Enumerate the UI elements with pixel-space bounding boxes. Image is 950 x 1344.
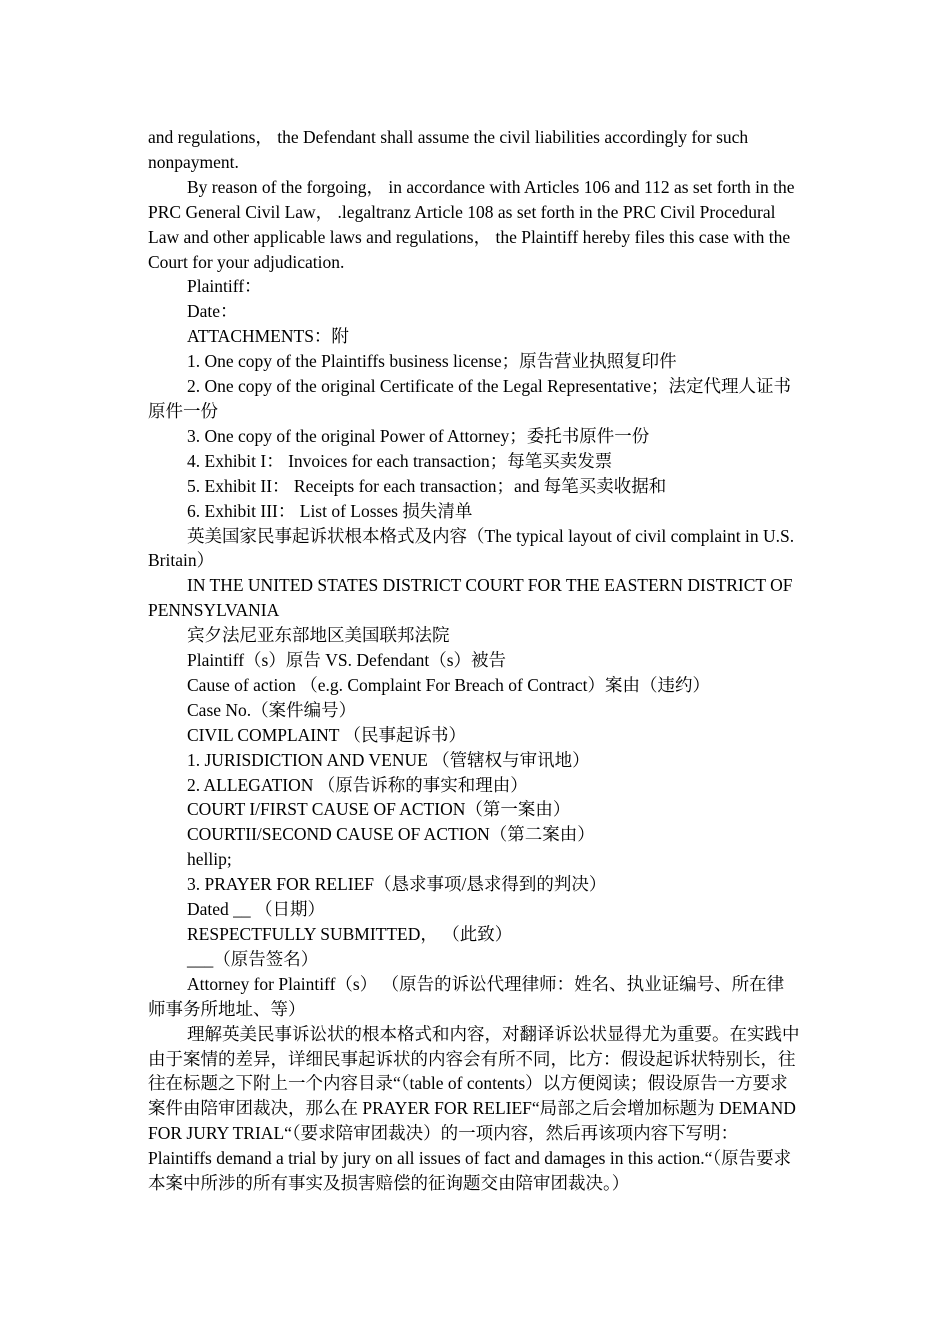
civil-complaint-title: CIVIL COMPLAINT （民事起诉书） — [187, 724, 467, 745]
court-name: IN THE UNITED STATES DISTRICT COURT FOR THE EASTERN DISTRICT OF PENNSYLVANIA — [148, 575, 793, 621]
document-body — [148, 125, 800, 1196]
submitted-line: RESPECTFULLY SUBMITTED， （此致） — [187, 924, 513, 944]
complaint-section: 2. ALLEGATION （原告诉称的事实和理由） — [187, 774, 528, 795]
complaint-section: COURT I/FIRST CAUSE OF ACTION（第一案由） — [187, 799, 571, 820]
closing-paragraph: 理解英美民事诉讼状的根本格式和内容，对翻译诉讼状显得尤为重要。在实践中由于案情的差异，详细民事起诉状的内容会有所不同，比方：假设起诉状特别长，往往在标题之下附上一个内容目录“（table of contents）以方便阅读；假设原告一方要求案件由陪审团裁决，那么在 PRAYER FOR RELIEF“局部之后会增加标题为 DEMAND FOR JURY TRIAL“（要求陪审团裁决）的一项内容，然后再该项内容下写明：Plaintiffs demand a trial by jury on all issues of fact and damages in this action.“（原告要求本案中所涉的所有事实及损害赔偿的征询题交由陪审团裁决。） — [148, 1023, 800, 1194]
plaintiff-line: Plaintiff： — [187, 276, 262, 297]
paragraph-by-reason: By reason of the forgoing， in accordance with Articles 106 and 112 as set forth in the PRC General Civil Law， .legaltranz Article 108 as set forth in the PRC Civil Procedural Law and other applicable laws and regulations， the Plaintiff hereby files this case with the Court for your adjudication. — [148, 176, 795, 272]
paragraph-continuation: and regulations， the Defendant shall assume the civil liabilities accordingly for such nonpayment. — [148, 127, 749, 172]
attachment-item: 4. Exhibit I： Invoices for each transaction；每笔买卖发票 — [187, 450, 613, 471]
attachment-item: 6. Exhibit III： List of Losses 损失清单 — [187, 500, 473, 521]
complaint-section: 3. PRAYER FOR RELIEF（恳求事项/恳求得到的判决） — [187, 874, 607, 895]
dated-line: Dated __ （日期） — [187, 899, 326, 920]
attachment-item: 2. One copy of the original Certificate of the Legal Representative；法定代理人证书原件一份 — [148, 376, 792, 421]
signature-line: ___（原告签名） — [187, 948, 319, 969]
complaint-section: COURTII/SECOND CAUSE OF ACTION（第二案由） — [187, 824, 595, 845]
attorney-line: Attorney for Plaintiff（s） （原告的诉讼代理律师：姓名、执业证编号、所在律师事务所地址、等） — [148, 973, 785, 1019]
attachment-item: 3. One copy of the original Power of Attorney；委托书原件一份 — [187, 425, 650, 446]
attachments-heading: ATTACHMENTS：附 — [187, 326, 349, 347]
case-number-line: Case No.（案件编号） — [187, 699, 357, 720]
parties-line: Plaintiff（s）原告 VS. Defendant（s）被告 — [187, 650, 507, 671]
date-line: Date： — [187, 301, 238, 322]
attachment-item: 5. Exhibit II： Receipts for each transaction；and 每笔买卖收据和 — [187, 475, 667, 496]
complaint-section: 1. JURISDICTION AND VENUE （管辖权与审讯地） — [187, 749, 590, 770]
section-heading-layout: 英美国家民事起诉状根本格式及内容（The typical layout of civil complaint in U.S. Britain） — [148, 525, 795, 571]
attachment-item: 1. One copy of the Plaintiffs business license；原告营业执照复印件 — [187, 351, 677, 372]
ellipsis-line: hellip; — [187, 849, 232, 870]
court-name-chinese: 宾夕法尼亚东部地区美国联邦法院 — [187, 625, 450, 646]
cause-of-action-line: Cause of action （e.g. Complaint For Breach of Contract）案由（违约） — [187, 674, 710, 695]
